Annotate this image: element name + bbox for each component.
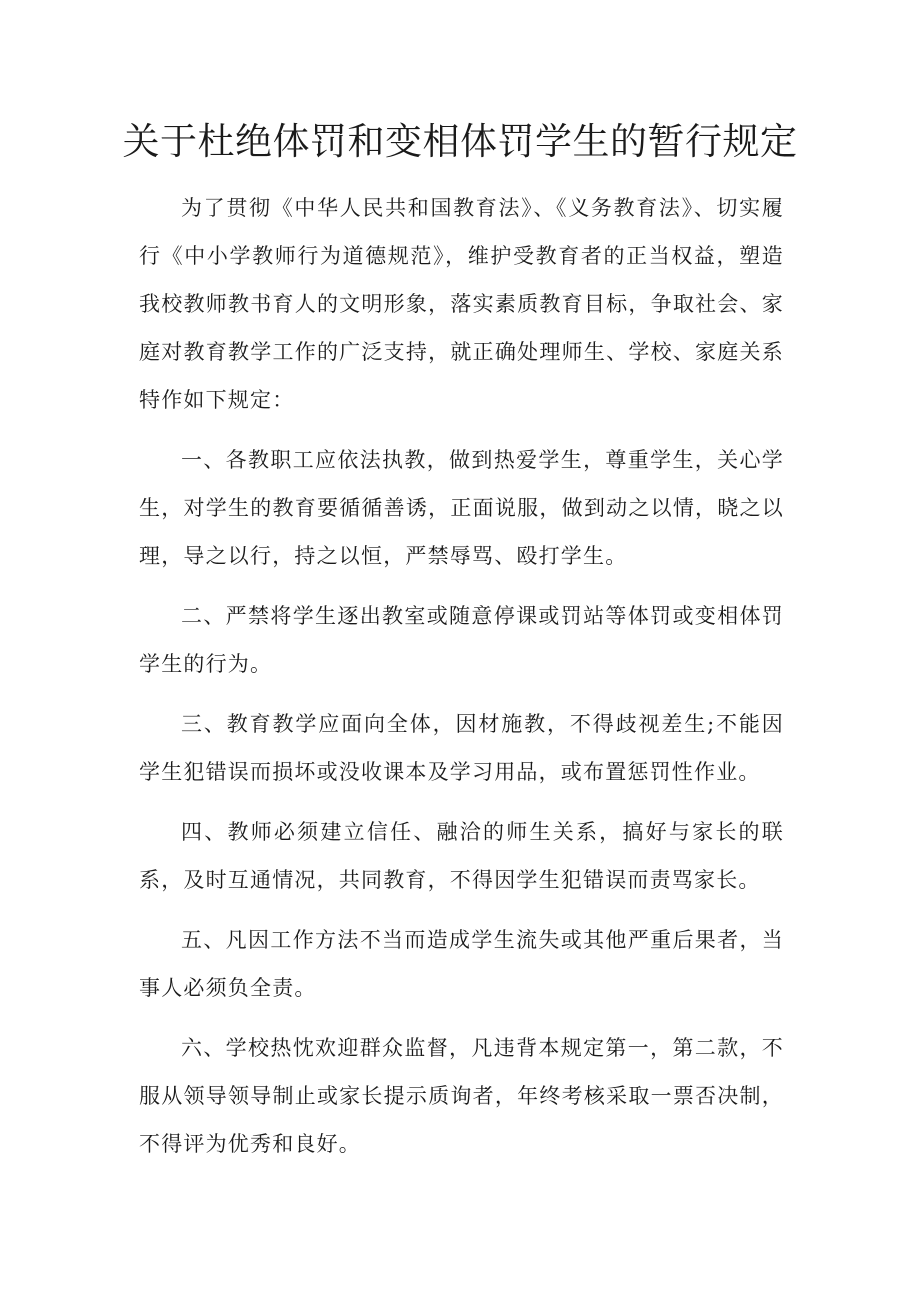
- document-title: 关于杜绝体罚和变相体罚学生的暂行规定: [122, 120, 798, 163]
- paragraph-clause-2: 二、严禁将学生逐出教室或随意停课或罚站等体罚或变相体罚学生的行为。: [139, 604, 784, 676]
- paragraph-clause-3: 三、教育教学应面向全体，因材施教，不得歧视差生;不能因学生犯错误而损坏或没收课本及学习用品，或布置惩罚性作业。: [139, 712, 784, 784]
- paragraph-preamble: 为了贯彻《中华人民共和国教育法》、《义务教育法》、切实履行《中小学教师行为道德规范》，维护受教育者的正当权益，塑造我校教师教书育人的文明形象，落实素质教育目标，争取社会、家庭对教育教学工作的广泛支持，就正确处理师生、学校、家庭关系特作如下规定：: [139, 196, 784, 412]
- paragraph-clause-6: 六、学校热忱欢迎群众监督，凡违背本规定第一，第二款，不服从领导领导制止或家长提示质询者，年终考核采取一票否决制，不得评为优秀和良好。: [139, 1036, 784, 1156]
- paragraph-clause-1: 一、各教职工应依法执教，做到热爱学生，尊重学生，关心学生，对学生的教育要循循善诱，正面说服，做到动之以情，晓之以理，导之以行，持之以恒，严禁辱骂、殴打学生。: [139, 448, 784, 568]
- paragraph-clause-4: 四、教师必须建立信任、融洽的师生关系，搞好与家长的联系，及时互通情况，共同教育，不得因学生犯错误而责骂家长。: [139, 820, 784, 892]
- paragraph-clause-5: 五、凡因工作方法不当而造成学生流失或其他严重后果者，当事人必须负全责。: [139, 928, 784, 1000]
- document-body: [139, 184, 784, 1180]
